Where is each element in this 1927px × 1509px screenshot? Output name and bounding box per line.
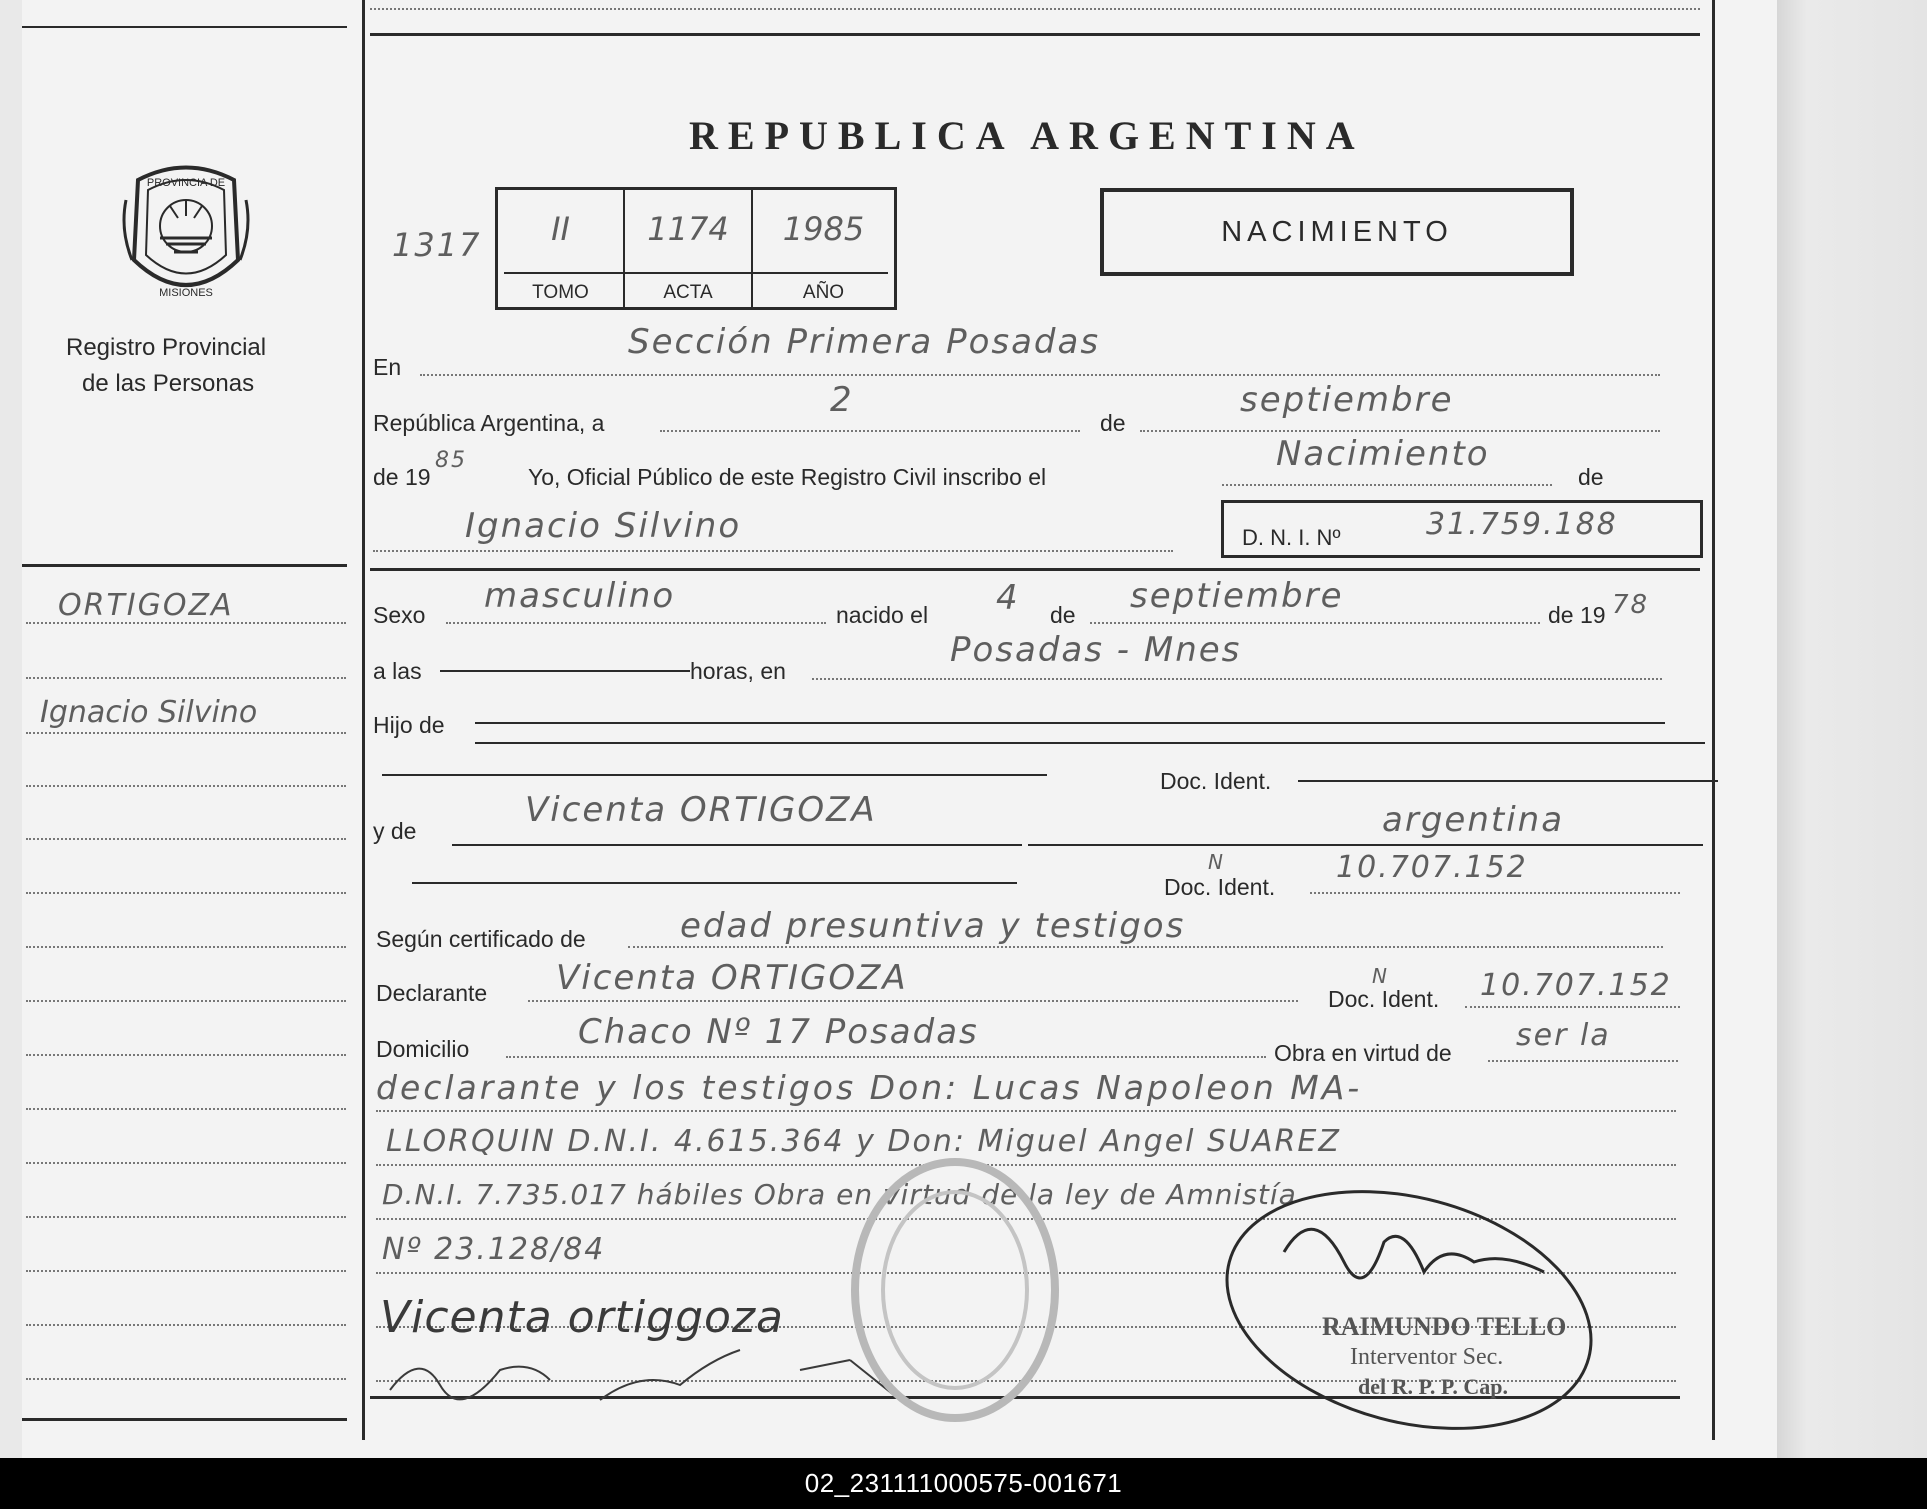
margin-number: 1317 [392, 226, 482, 264]
birth-year-prefix: de 19 [1548, 602, 1606, 628]
sexo-line [446, 622, 826, 624]
obra-line [1488, 1060, 1678, 1062]
record-type-label: NACIMIENTO [1221, 215, 1453, 248]
registry-name-line2: de las Personas [82, 370, 255, 397]
sidebar-line [26, 1162, 346, 1164]
sidebar-mid-rule [22, 564, 347, 567]
sexo-label: Sexo [373, 602, 426, 628]
mother-line [452, 844, 1022, 846]
dni-label: D. N. I. Nº [1242, 525, 1341, 550]
mother-name: Vicenta ORTIGOZA [525, 790, 877, 830]
sidebar-top-rule [22, 26, 347, 28]
sidebar-line [26, 1378, 346, 1380]
person-name: Ignacio Silvino [465, 506, 742, 546]
en-line [420, 374, 1660, 376]
acta-label: ACTA [663, 282, 713, 303]
obra-value: ser la [1516, 1018, 1611, 1053]
remark-line-1: declarante y los testigos Don: Lucas Napoleon MA- [376, 1068, 1363, 1107]
seal-bottom-text: MISIONES [159, 287, 213, 299]
act-value: Nacimiento [1276, 434, 1490, 474]
hijo-label: Hijo de [373, 712, 445, 738]
place-line [812, 678, 1662, 680]
sidebar-line [26, 732, 346, 734]
declarante-line [528, 1000, 1298, 1002]
declarante-doc-line [1465, 1006, 1680, 1008]
mother-line-2 [1028, 844, 1703, 846]
round-registry-stamp-icon [840, 1150, 1070, 1430]
sidebar-line [26, 1000, 346, 1002]
sidebar-line [26, 1324, 346, 1326]
ano-label: AÑO [802, 282, 845, 303]
sidebar-line [26, 677, 346, 679]
sidebar-line [26, 785, 346, 787]
month-line [1140, 430, 1660, 432]
ano-cell [751, 190, 894, 307]
certificado-value: edad presuntiva y testigos [680, 906, 1186, 946]
stamp-line-3: del R. P. P. Cap. [1358, 1374, 1508, 1399]
page-edge [1777, 0, 1927, 1458]
sidebar-line [26, 1108, 346, 1110]
month-value: septiembre [1240, 380, 1454, 420]
sidebar-line [26, 838, 346, 840]
declarante-doc-prefix: N [1372, 964, 1389, 988]
acta-cell [623, 190, 751, 307]
domicilio-value: Chaco Nº 17 Posadas [578, 1012, 979, 1052]
image-code: 02_231111000575-001671 [804, 1468, 1123, 1498]
birth-month-line [1090, 622, 1540, 624]
sidebar-divider [362, 0, 365, 1440]
sidebar-line [26, 892, 346, 894]
sidebar-surname: ORTIGOZA [58, 588, 234, 623]
en-value: Sección Primera Posadas [628, 322, 1101, 362]
de-label-2: de [1578, 464, 1604, 490]
dni-box [1221, 500, 1703, 558]
tomo-label: TOMO [532, 282, 589, 303]
remark-line-3: D.N.I. 7.735.017 hábiles Obra en virtud de la ley de Amnistía [382, 1178, 1297, 1211]
image-code-footer [0, 1458, 1927, 1509]
mother-doc: 10.707.152 [1336, 850, 1528, 885]
day-line [660, 430, 1080, 432]
domicilio-label: Domicilio [376, 1036, 470, 1062]
nacido-label: nacido el [836, 602, 929, 628]
father-blank-line [475, 722, 1665, 724]
mother-doc-line [1310, 892, 1680, 894]
mother-doc-blank [412, 882, 1017, 884]
father-blank-line-2 [475, 742, 1705, 744]
section-rule [370, 568, 1700, 571]
record-type-box [1100, 188, 1574, 276]
certificado-line [628, 946, 1663, 948]
year-suffix: 85 [435, 448, 467, 473]
segun-label: Según certificado de [376, 926, 586, 952]
mother-doc-prefix: N [1208, 850, 1225, 874]
y-de-label: y de [373, 818, 417, 844]
hours-blank-line [440, 670, 690, 672]
misiones-seal-icon [118, 160, 254, 305]
dni-value: 31.759.188 [1426, 507, 1618, 542]
sidebar-line [26, 946, 346, 948]
domicilio-line [506, 1056, 1266, 1058]
sidebar-line [26, 1216, 346, 1218]
right-border [1712, 0, 1715, 1440]
birth-month: septiembre [1130, 576, 1344, 616]
ano-value: 1985 [782, 210, 865, 248]
obra-label: Obra en virtud de [1274, 1040, 1452, 1066]
doc-ident-label: Doc. Ident. [1160, 768, 1272, 794]
remark-dotted-line [376, 1110, 1676, 1112]
sidebar-bottom-rule [22, 1418, 347, 1421]
act-line [1222, 484, 1552, 486]
father-doc-line [1298, 780, 1718, 782]
remark-line-4: Nº 23.128/84 [382, 1232, 606, 1267]
country-title: REPUBLICA ARGENTINA [689, 113, 1365, 158]
en-label: En [373, 354, 402, 380]
sidebar-line [26, 1270, 346, 1272]
doc-ident-label-2: Doc. Ident. [1164, 874, 1276, 900]
acta-value: 1174 [647, 210, 729, 248]
name-line [373, 550, 1173, 552]
sidebar-line [26, 1054, 346, 1056]
stamp-line-1: RAIMUNDO TELLO [1322, 1312, 1567, 1341]
republica-label: República Argentina, a [373, 410, 605, 436]
horas-label: horas, en [690, 658, 786, 684]
de-label: de [1100, 410, 1126, 436]
mother-nationality: argentina [1382, 800, 1565, 840]
year-prefix: de 19 [373, 464, 431, 490]
sexo-value: masculino [484, 576, 676, 616]
declarante-value: Vicenta ORTIGOZA [556, 958, 908, 998]
sidebar-given-names: Ignacio Silvino [40, 695, 258, 730]
birth-year-suffix: 78 [1612, 590, 1650, 620]
registry-name-line1: Registro Provincial [66, 334, 267, 361]
declarante-doc: 10.707.152 [1480, 968, 1672, 1003]
tomo-acta-ano-table [495, 187, 897, 310]
father-doc-blank [382, 774, 1047, 776]
declarante-label: Declarante [376, 980, 488, 1006]
remark-line-2: LLORQUIN D.N.I. 4.615.364 y Don: Miguel Angel SUAREZ [386, 1124, 1341, 1159]
a-las-label: a las [373, 658, 422, 684]
top-rule [370, 33, 1700, 36]
day-value: 2 [830, 380, 854, 420]
stamp-line-2: Interventor Sec. [1350, 1344, 1504, 1370]
declarant-signature: Vicenta ortiggoza [380, 1292, 784, 1343]
birth-place: Posadas - Mnes [950, 630, 1242, 670]
de-label-3: de [1050, 602, 1076, 628]
birth-day: 4 [996, 578, 1020, 618]
seal-top-text: PROVINCIA DE [146, 177, 226, 189]
official-text: Yo, Oficial Público de este Registro Civil inscribo el [528, 464, 1047, 490]
doc-ident-label-3: Doc. Ident. [1328, 986, 1440, 1012]
top-dotted-line [370, 8, 1700, 10]
tomo-value: II [551, 210, 570, 248]
tomo-cell [498, 190, 623, 307]
